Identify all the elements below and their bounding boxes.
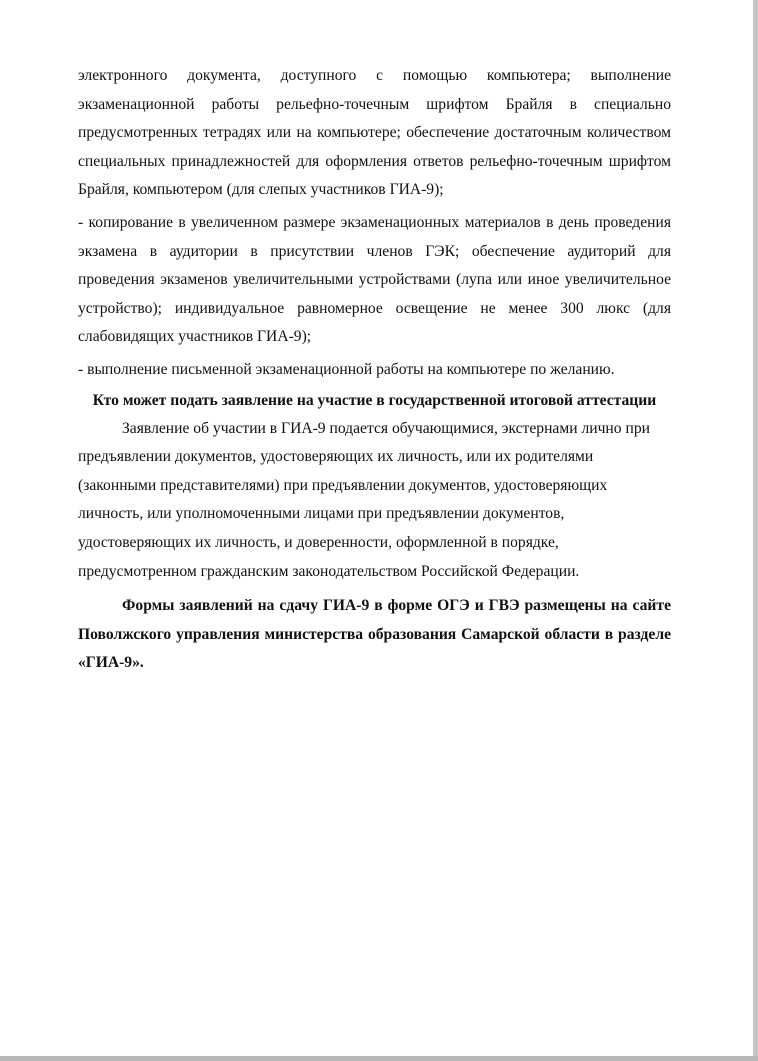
body-paragraph: Заявление об участии в ГИА-9 подается обучающимися, экстернами лично при предъявлении документов, удостоверяющих их личность, или их родителями (законными представителями) при предъявлении документов, удостоверяющих личность, или уполномоченными лицами при предъявлении документов, удостоверяющих их личность, и доверенности, оформленной в порядке, предусмотренном гражданским законодательством Российской Федерации. [78, 419, 650, 580]
page-edge-bottom [0, 1056, 758, 1061]
page-content [78, 62, 671, 678]
paragraph-braille: электронного документа, доступного с помощью компьютера; выполнение экзаменационной работы рельефно-точечным шрифтом Брайля в специально предусмотренных тетрадях или на компьютере; обеспечение достаточным количеством специальных принадлежностей для оформления ответов рельефно-точечным шрифтом Брайля, компьютером (для слепых участников ГИА-9); [78, 67, 671, 199]
bold-paragraph: Формы заявлений на сдачу ГИА-9 в форме ОГЭ и ГВЭ размещены на сайте Поволжского управления министерства образования Самарской области в разделе «ГИА-9». [78, 597, 671, 672]
page-edge-right [753, 0, 758, 1061]
paragraph-low-vision: - копирование в увеличенном размере экзаменационных материалов в день проведения экзамена в аудитории в присутствии членов ГЭК; обеспечение аудиторий для проведения экзаменов увеличительными устройствами (лупа или иное увеличительное устройство); индивидуальное равномерное освещение не менее 300 люкс (для слабовидящих участников ГИА-9); [78, 213, 671, 346]
paragraph-computer: - выполнение письменной экзаменационной работы на компьютере по желанию. [78, 360, 615, 378]
section-heading: Кто может подать заявление на участие в государственной итоговой аттестации [92, 391, 657, 409]
